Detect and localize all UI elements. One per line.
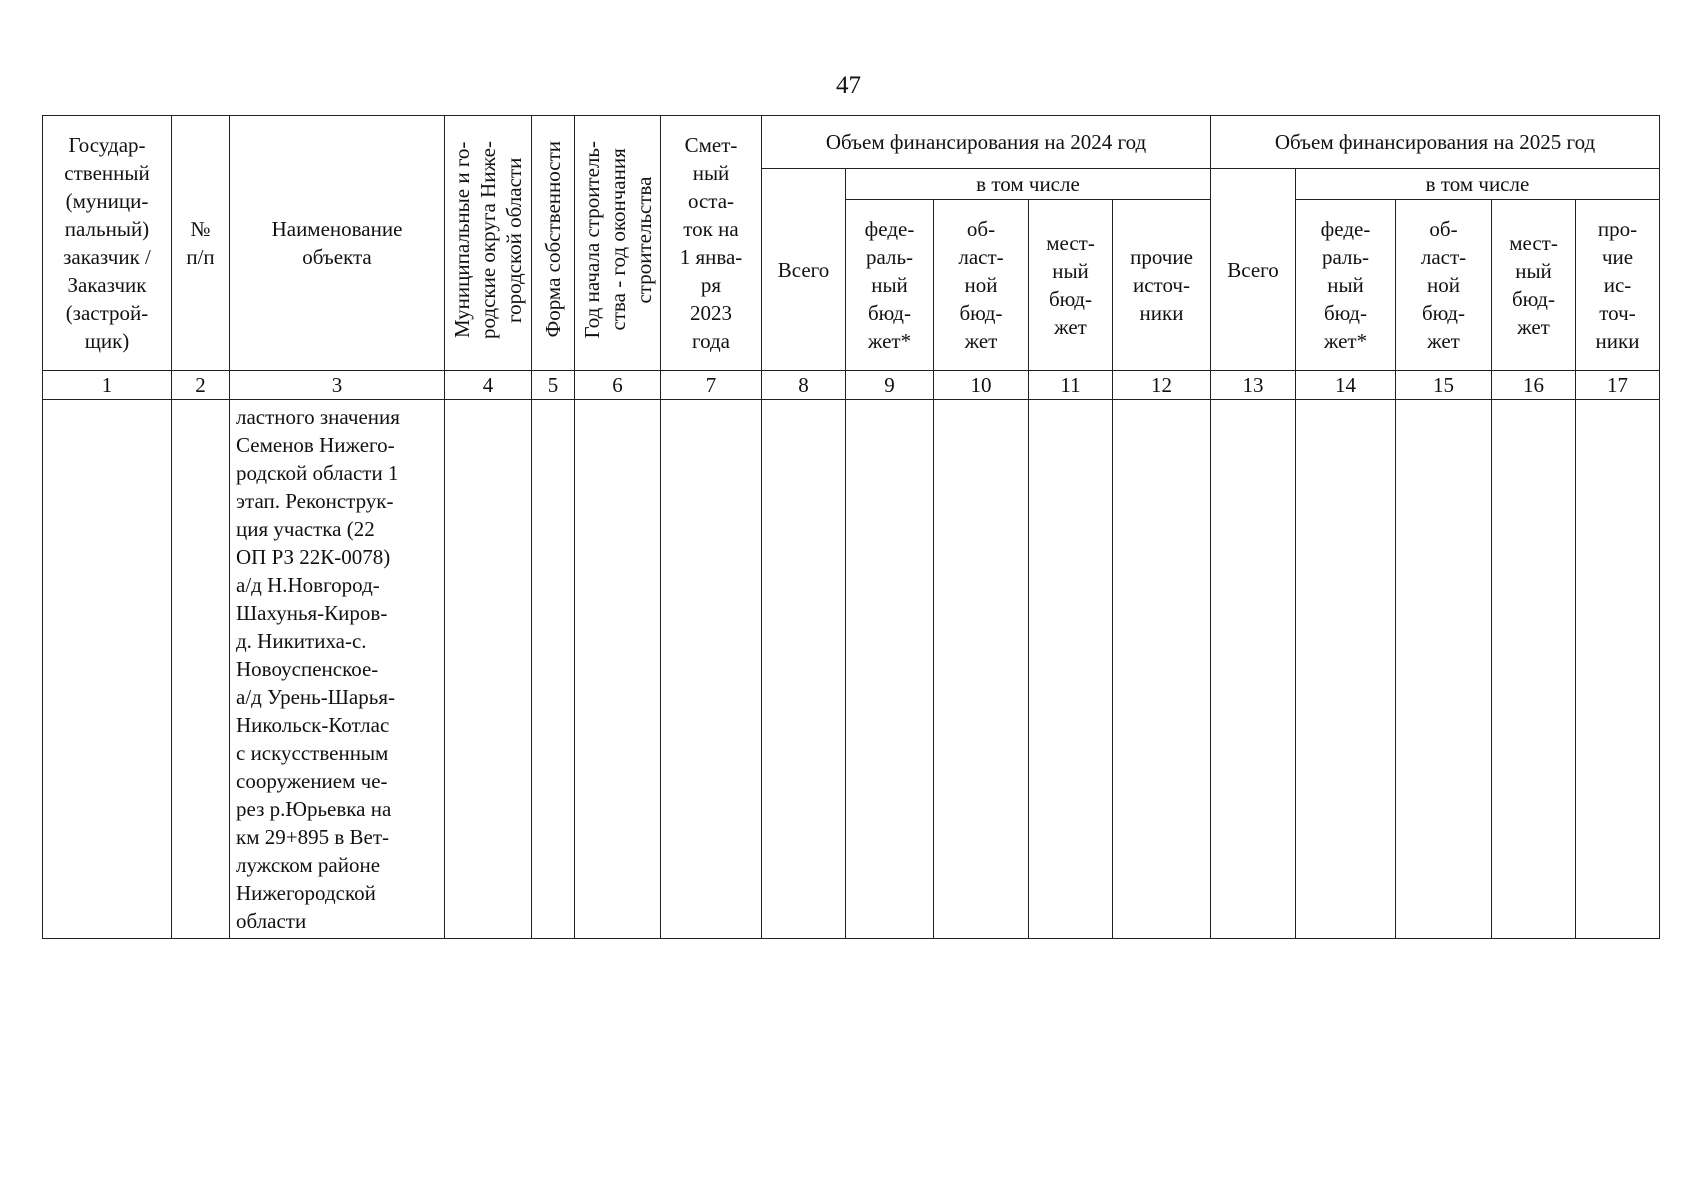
column-number: 16 bbox=[1492, 371, 1576, 400]
cell-number bbox=[172, 400, 230, 939]
column-number: 2 bbox=[172, 371, 230, 400]
header-total-2024: Всего bbox=[762, 169, 846, 371]
cell-local-2024 bbox=[1029, 400, 1113, 939]
column-number: 15 bbox=[1396, 371, 1492, 400]
column-number: 10 bbox=[934, 371, 1029, 400]
header-estimated-balance: Смет- ный оста- ток на 1 янва- ря 2023 года bbox=[661, 116, 762, 371]
header-ownership-text: Форма собственности bbox=[541, 141, 565, 338]
column-number: 9 bbox=[846, 371, 934, 400]
cell-total-2025 bbox=[1211, 400, 1296, 939]
column-number: 6 bbox=[575, 371, 661, 400]
column-number: 12 bbox=[1113, 371, 1211, 400]
header-federal-2024: феде- раль- ный бюд- жет* bbox=[846, 200, 934, 371]
header-including-2024: в том числе bbox=[846, 169, 1211, 200]
cell-regional-2024 bbox=[934, 400, 1029, 939]
header-municipalities-text: Муниципальные и го- родские округа Ниже- городской области bbox=[450, 140, 526, 339]
header-regional-2024: об- ласт- ной бюд- жет bbox=[934, 200, 1029, 371]
header-including-2025: в том числе bbox=[1296, 169, 1660, 200]
header-regional-2025: об- ласт- ной бюд- жет bbox=[1396, 200, 1492, 371]
cell-ownership bbox=[532, 400, 575, 939]
cell-object-name: ластного значения Семенов Нижего- родской области 1 этап. Реконструк- ция участка (22 ОП РЗ 22К-0078) а/д Н.Новгород- Шахунья-Киров- д. Никитиха-с. Новоуспенское- а/д Урень-Шарья- Никольск-Котлас с искусственным сооружением че- рез р.Юрьевка на км 29+895 в Вет- лужском районе Нижегородской области bbox=[230, 400, 445, 939]
header-number: № п/п bbox=[172, 116, 230, 371]
header-other-2024: прочие источ- ники bbox=[1113, 200, 1211, 371]
header-local-2024: мест- ный бюд- жет bbox=[1029, 200, 1113, 371]
header-other-2025: про- чие ис- точ- ники bbox=[1576, 200, 1660, 371]
cell-federal-2025 bbox=[1296, 400, 1396, 939]
cell-estimated-balance bbox=[661, 400, 762, 939]
column-number: 3 bbox=[230, 371, 445, 400]
column-number: 5 bbox=[532, 371, 575, 400]
column-number: 14 bbox=[1296, 371, 1396, 400]
column-number: 7 bbox=[661, 371, 762, 400]
header-financing-2024: Объем финансирования на 2024 год bbox=[762, 116, 1211, 169]
header-total-2025: Всего bbox=[1211, 169, 1296, 371]
cell-total-2024 bbox=[762, 400, 846, 939]
column-number: 11 bbox=[1029, 371, 1113, 400]
cell-other-2024 bbox=[1113, 400, 1211, 939]
table-row bbox=[43, 400, 1660, 939]
header-years bbox=[575, 116, 661, 371]
column-numbers-row bbox=[43, 371, 1660, 400]
header-object-name: Наименование объекта bbox=[230, 116, 445, 371]
financing-table bbox=[42, 115, 1660, 939]
column-number: 17 bbox=[1576, 371, 1660, 400]
header-financing-2025: Объем финансирования на 2025 год bbox=[1211, 116, 1660, 169]
cell-local-2025 bbox=[1492, 400, 1576, 939]
header-municipalities bbox=[445, 116, 532, 371]
cell-federal-2024 bbox=[846, 400, 934, 939]
header-federal-2025: феде- раль- ный бюд- жет* bbox=[1296, 200, 1396, 371]
header-ownership bbox=[532, 116, 575, 371]
cell-municipality bbox=[445, 400, 532, 939]
header-local-2025: мест- ный бюд- жет bbox=[1492, 200, 1576, 371]
column-number: 4 bbox=[445, 371, 532, 400]
page-number: 47 bbox=[836, 72, 861, 99]
cell-customer bbox=[43, 400, 172, 939]
header-years-text: Год начала строитель- ства - год окончания строительства bbox=[579, 140, 656, 339]
header-customer: Государ- ственный (муници- пальный) заказчик / Заказчик (застрой- щик) bbox=[43, 116, 172, 371]
column-number: 1 bbox=[43, 371, 172, 400]
column-number: 8 bbox=[762, 371, 846, 400]
cell-years bbox=[575, 400, 661, 939]
column-number: 13 bbox=[1211, 371, 1296, 400]
cell-regional-2025 bbox=[1396, 400, 1492, 939]
cell-other-2025 bbox=[1576, 400, 1660, 939]
